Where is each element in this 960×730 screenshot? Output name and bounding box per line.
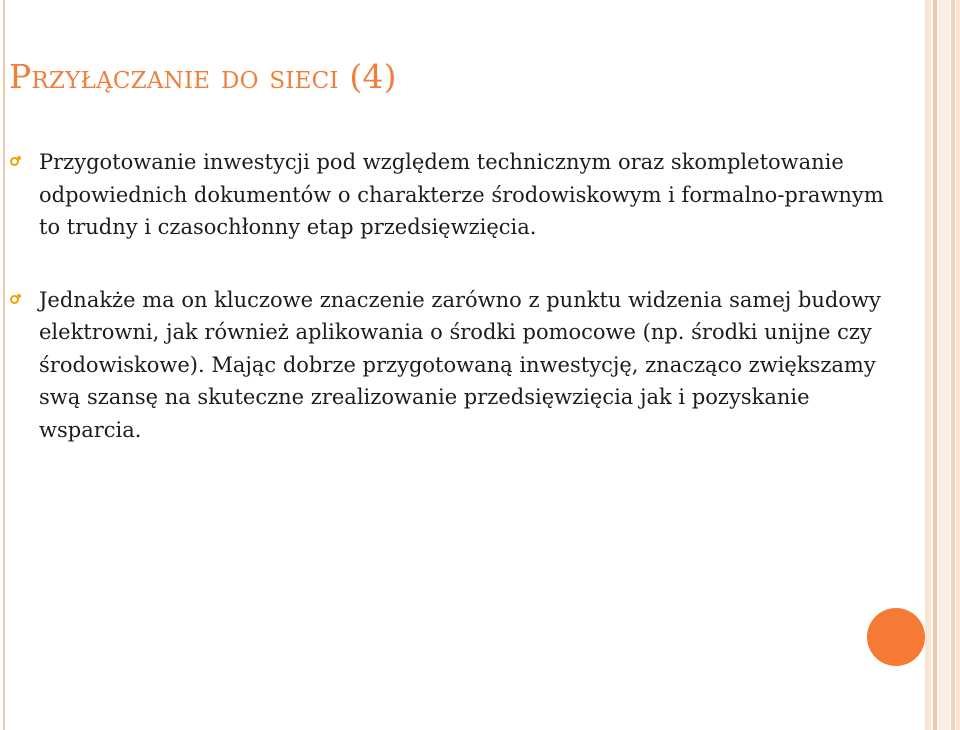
right-stripe [951,0,955,730]
bullet-item [10,146,890,244]
left-rule [3,0,5,730]
bullet-text: Jednakże ma on kluczowe znaczenie zarówno z punktu widzenia samej budowy elektrowni, jak również aplikowania o środki pomocowe (np. środki unijne czy środowiskowe). Mając dobrze przygotowaną inwestycję, znacząco zwiększamy swą szansę na skuteczne zrealizowanie przedsięwzięcia jak i pozyskanie wsparcia. [39,287,881,442]
ring-bullet-icon [10,157,19,166]
right-stripe [939,0,950,730]
bullet-list [10,146,890,446]
right-stripe [956,0,960,730]
right-stripe [925,0,931,730]
orange-circle-icon [867,608,925,666]
bullet-text: Przygotowanie inwestycji pod względem technicznym oraz skompletowanie odpowiednich dokumentów o charakterze środowiskowym i formalno-prawnym to trudny i czasochłonny etap przedsięwzięcia. [39,150,884,239]
right-stripe [933,0,937,730]
slide-title: Przyłączanie do sieci (4) [9,57,397,96]
ring-bullet-icon [10,295,19,304]
bullet-item [10,284,890,447]
